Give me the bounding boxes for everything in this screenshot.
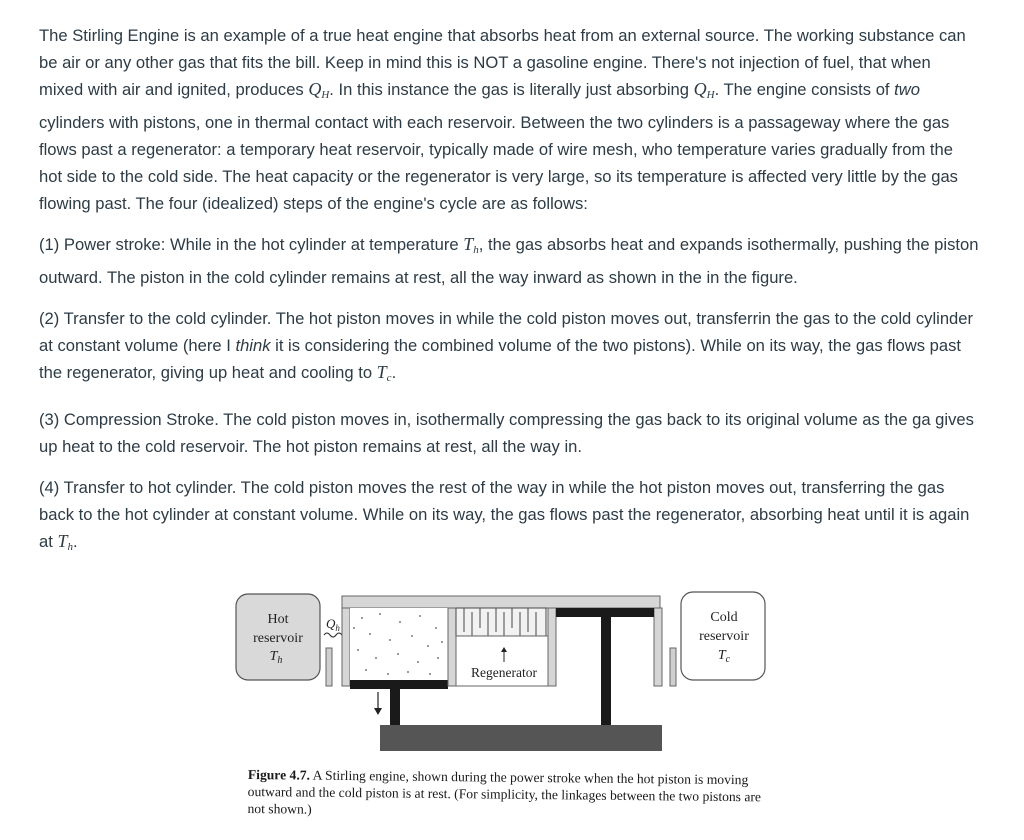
piston-direction-arrowhead — [374, 708, 382, 715]
figure-caption — [247, 766, 778, 823]
regenerator-mesh — [456, 608, 546, 636]
math-q-h: $Q_H$ — [308, 79, 330, 101]
hot-reservoir-label: Hot — [267, 612, 289, 627]
text-run: (3) Compression Stroke. The cold piston moves in, isothermally compressing the gas back to its original volume as the ga gives up heat to the cold reservoir. The hot piston remains at rest, all the way in. — [39, 410, 974, 456]
math-t-h: $T_h$ — [57, 531, 73, 553]
hot-cylinder-gas — [350, 608, 448, 680]
text-run: The Stirling Engine is an example of a true heat engine that absorbs heat from an external source. The working substance can be air or any other gas that fits the bill. Keep in mind this is NOT a gasoline engine. There's not injection of fuel, that when mixed with air and ignited, produces — [39, 26, 966, 99]
cold-reservoir-temp: $T_c$ — [717, 648, 731, 665]
text-run: . In this instance the gas is literally just absorbing — [329, 80, 694, 99]
paragraph-step-4 — [39, 474, 979, 561]
text-run: . — [391, 363, 397, 382]
hot-cylinder-inner-wall — [448, 608, 456, 686]
hot-reservoir-label: reservoir — [253, 631, 303, 646]
emphasis: think — [235, 336, 271, 355]
text-run: cylinders with pistons, one in thermal contact with each reservoir. Between the two cylinders is a passageway where the gas flows past a regenerator: a temporary heat reservoir, typically made of wire mesh, who temperature varies gradually from the hot side to the cold side. The heat capacity or the regenerator is very large, so its temperature is affected very little by the gas flowing past. The four (idealized) steps of the engine's cycle are as follows: — [39, 113, 958, 213]
cold-side-wall — [670, 648, 676, 686]
article-text — [39, 22, 979, 575]
text-run: it is considering the combined volume of the two pistons). While on its way, the gas flows past the regenerator, giving up heat and cooling to — [39, 336, 962, 382]
text-run: , the gas absorbs heat and expands isothermally, pushing the piston outward. The piston in the cold cylinder remains at rest, all the way inward as shown in the in the figure. — [39, 235, 979, 287]
text-run: (2) Transfer to the cold cylinder. The hot piston moves in while the cold piston moves out, transferrin the gas to the cold cylinder at constant volume (here I — [39, 309, 974, 355]
caption-text: A Stirling engine, shown during the power stroke when the hot piston is moving outward and the cold piston is at rest. (For simplicity, the linkages between the two pistons are not shown.) — [247, 767, 762, 817]
paragraph-step-2 — [39, 305, 979, 392]
text-run: . The engine consists of — [714, 80, 895, 99]
cold-piston-rod — [601, 617, 611, 725]
paragraph-step-3 — [39, 406, 979, 460]
emphasis: two — [894, 80, 920, 99]
stirling-engine-diagram — [230, 588, 770, 758]
regenerator-label: Regenerator — [471, 665, 537, 680]
hot-cylinder-wall — [342, 608, 350, 686]
cold-cylinder-wall — [548, 608, 556, 686]
math-t-c: $T_c$ — [376, 362, 392, 384]
top-plate — [342, 596, 660, 608]
text-run: . — [72, 532, 78, 551]
math-q-h: $Q_H$ — [693, 79, 715, 101]
math-t-h: $T_h$ — [463, 234, 479, 256]
cold-reservoir-label: reservoir — [699, 629, 749, 644]
paragraph-intro — [39, 22, 979, 217]
cold-reservoir-label: Cold — [710, 610, 738, 625]
hot-piston-rod — [390, 689, 400, 725]
stirling-engine-figure — [230, 588, 770, 758]
base-block — [380, 725, 662, 751]
paragraph-step-1 — [39, 231, 979, 291]
text-run: (1) Power stroke: While in the hot cylinder at temperature — [39, 235, 464, 254]
hot-cylinder-outer-wall — [326, 648, 332, 686]
text-run: (4) Transfer to hot cylinder. The cold piston moves the rest of the way in while the hot piston moves out, transferring the gas back to the hot cylinder at constant volume. While on its way, the gas flows past the regenerator, absorbing heat until it is again at — [39, 478, 970, 551]
cold-piston-head — [556, 608, 654, 617]
heat-flow-label: $Q_h$ — [326, 616, 340, 633]
cold-cylinder-outer-wall — [654, 608, 662, 686]
hot-piston-head — [350, 680, 448, 689]
caption-label: Figure 4.7. — [247, 766, 311, 783]
hot-reservoir-temp: $T_h$ — [269, 649, 283, 666]
